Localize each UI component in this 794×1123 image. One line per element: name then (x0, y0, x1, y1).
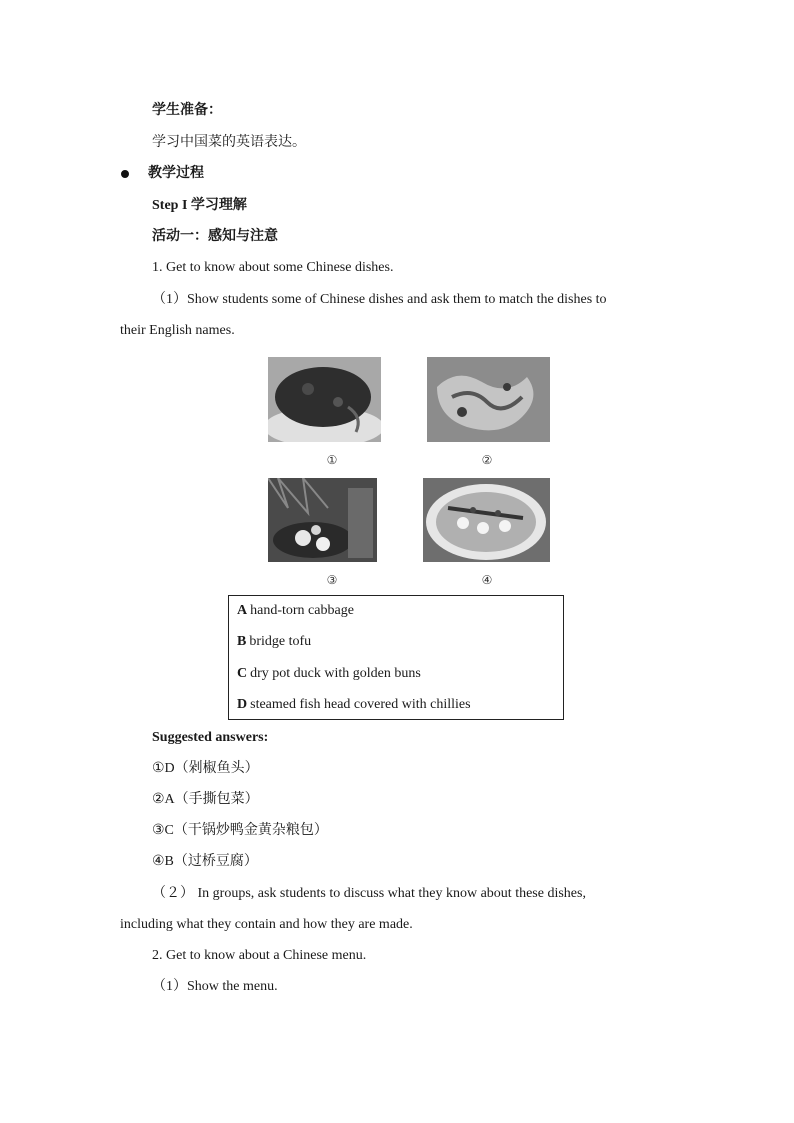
sub2-line1: （２） In groups, ask students to discuss what they know about these dishes, (152, 886, 586, 901)
option-c: C dry pot duck with golden buns (237, 666, 421, 681)
prep-heading: 学生准备： (152, 103, 222, 118)
bullet-dot-icon (121, 170, 129, 178)
options-box (228, 595, 564, 720)
process-heading: 教学过程 (148, 166, 204, 181)
answer-item: ②A（手撕包菜） (152, 792, 259, 807)
dish-photo-4 (423, 478, 550, 562)
activity-heading: 活动一：感知与注意 (152, 229, 278, 244)
item1-sub1-line2: their English names. (120, 323, 235, 338)
prep-text: 学习中国菜的英语表达。 (152, 135, 306, 150)
item2-title: 2. Get to know about a Chinese menu. (152, 948, 367, 963)
dish-caption-4: ④ (481, 573, 493, 587)
item2-sub1: （1）Show the menu. (152, 979, 278, 994)
sub2-line2: including what they contain and how they are made. (120, 917, 413, 932)
answer-item: ④B（过桥豆腐） (152, 854, 258, 869)
option-d: D steamed fish head covered with chillies (237, 697, 471, 712)
option-a: A hand-torn cabbage (237, 603, 354, 618)
item1-title: 1. Get to know about some Chinese dishes. (152, 260, 394, 275)
dish-photo-1 (268, 357, 381, 442)
dish-photo-2 (427, 357, 550, 442)
answers-heading: Suggested answers: (152, 730, 269, 745)
option-b: B bridge tofu (237, 634, 312, 649)
item1-sub1-line1: （1）Show students some of Chinese dishes and ask them to match the dishes to (152, 292, 607, 307)
answer-item: ③C（干锅炒鸭金黄杂粮包） (152, 823, 328, 838)
answer-item: ①D（剁椒鱼头） (152, 761, 259, 776)
dish-photo-3 (268, 478, 377, 562)
dish-caption-3: ③ (326, 573, 338, 587)
step-heading: Step I 学习理解 (152, 198, 247, 213)
dish-caption-2: ② (481, 453, 493, 467)
dish-caption-1: ① (326, 453, 338, 467)
